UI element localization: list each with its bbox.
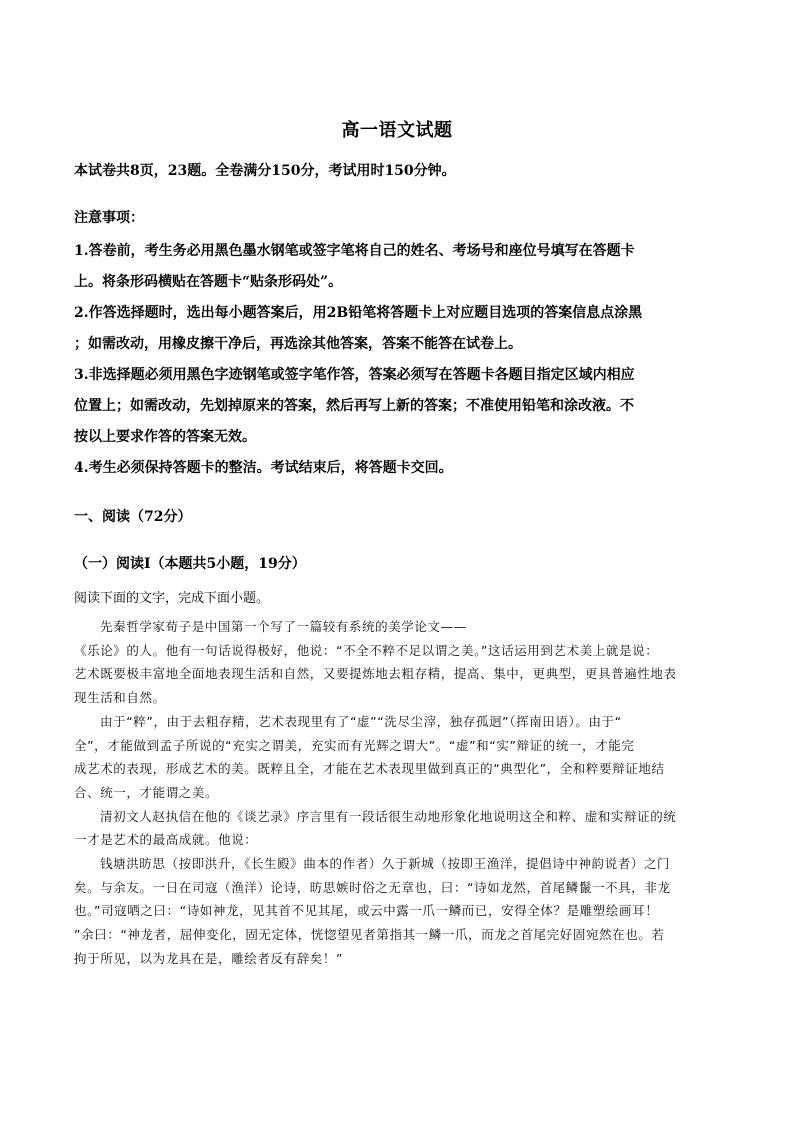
passage-line: 成艺术的表现，形成艺术的美。既粹且全，才能在艺术表现里做到真正的“典型化”，全和粹要辩证地结	[74, 761, 665, 777]
section-subheading: （一）阅读Ⅰ（本题共5小题，19分）	[74, 556, 306, 572]
reading-directions: 阅读下面的文字，完成下面小题。	[74, 591, 270, 606]
notice-line: 上。将条形码横贴在答题卡“贴条形码处”。	[74, 274, 343, 290]
exam-intro: 本试卷共8页，23题。全卷满分150分，考试用时150分钟。	[74, 163, 456, 179]
notice-list	[74, 236, 719, 484]
section-heading: 一、阅读（72分）	[74, 509, 192, 525]
passage-line: 由于“粹”，由于去粗存精，艺术表现里有了“虚”“洗尽尘滓，独存孤迥”（挥南田语）。由于“	[100, 713, 622, 729]
notice-line: 1.答卷前，考生务必用黑色墨水钢笔或签字笔将自己的姓名、考场号和座位号填写在答题卡	[74, 243, 635, 259]
exam-title: 高一语文试题	[341, 120, 453, 141]
passage-line: ”余曰：“神龙者，屈伸变化，固无定体，恍惚望见者第指其一鳞一爪，而龙之首尾完好固宛然在也。若	[74, 927, 665, 943]
passage-line: 艺术既要极丰富地全面地表现生活和自然，又要提炼地去粗存精，提高、集中，更典型，更具普遍性地表	[74, 666, 677, 682]
passage-line: 合、统一，才能谓之美。	[74, 784, 219, 800]
passage-line: 钱塘洪昉思（按即洪升，《长生殿》曲本的作者）久于新城（按即王渔洋，提倡诗中神韵说者）之门	[100, 856, 671, 872]
reading-passage	[74, 615, 719, 971]
passage-line: 也。”司寇哂之曰：“诗如神龙，见其首不见其尾，或云中露一爪一鳞而已，安得全体？是雕塑绘画耳！	[74, 903, 659, 919]
passage-line: 拘于所见，以为龙具在是，雕绘者反有辞矣！”	[74, 950, 344, 966]
notice-line: ；如需改动，用橡皮擦干净后，再选涂其他答案，答案不能答在试卷上。	[74, 336, 522, 352]
passage-line: 现生活和自然。	[74, 690, 166, 706]
notice-heading: 注意事项：	[74, 210, 144, 226]
notice-line: 3.非选择题必须用黑色字迹钢笔或签字笔作答，答案必须写在答题卡各题目指定区域内相应	[74, 367, 635, 383]
passage-line: 《乐论》的人。他有一句话说得极好，他说：“不全不粹不足以谓之美。”这话运用到艺术美上就是说：	[74, 642, 659, 658]
notice-line: 位置上；如需改动，先划掉原来的答案，然后再写上新的答案；不准使用铅笔和涂改液。不	[74, 398, 634, 414]
notice-line: 4.考生必须保持答题卡的整洁。考试结束后，将答题卡交回。	[74, 460, 453, 476]
notice-line: 2.作答选择题时，选出每小题答案后，用2B铅笔将答题卡上对应题目选项的答案信息点涂黑	[74, 305, 643, 321]
passage-line: 先秦哲学家荀子是中国第一个写了一篇较有系统的美学论文——	[100, 619, 467, 634]
passage-line: 全”，才能做到孟子所说的“充实之谓美，充实而有光辉之谓大”。“虚”和“实”辩证的统一，才能完	[74, 737, 635, 753]
passage-line: 清初文人赵执信在他的《谈艺录》序言里有一段话很生动地形象化地说明这全和粹、虚和实辩证的统	[100, 808, 677, 824]
passage-line: 矣。与余友。一日在司寇（渔洋）论诗，昉思嫉时俗之无章也，曰：“诗如龙然，首尾鳞鬣一不具，非龙	[74, 879, 671, 895]
passage-line: 一才是艺术的最高成就。他说：	[74, 832, 258, 848]
notice-line: 按以上要求作答的答案无效。	[74, 429, 256, 445]
